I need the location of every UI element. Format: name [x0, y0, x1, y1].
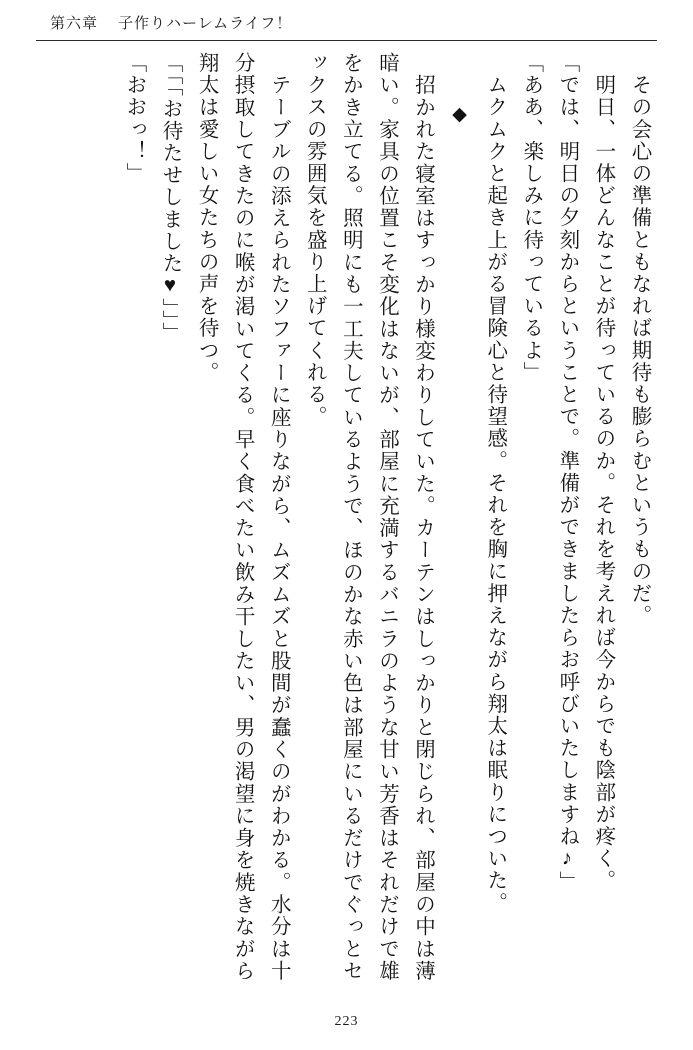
running-head — [50, 12, 643, 38]
paragraph: 明日、一体どんなことが待っているのか。それを考えれば今からでも陰部が疼く。 — [591, 52, 614, 892]
page-body — [36, 52, 657, 992]
scene-separator — [441, 52, 477, 982]
header-divider — [36, 40, 657, 41]
paragraph: 「「「お待たせしました♥」」」 — [158, 52, 181, 344]
paragraph: テーブルの添えられたソファーに座りながら、ムズムズと股間が蠢くのがわかる。水分は十分摂取してきたのに喉が渇いてくる。早く食べたい飲み干したい、男の渇望に身を焼きながら翔太は愛しい女たちの声を待つ。 — [195, 52, 290, 982]
paragraph: その会心の準備ともなれば期待も膨らむというものだ。 — [628, 52, 650, 627]
paragraph: 招かれた寝室はすっかり様変わりしていた。カーテンはしっかりと閉じられ、部屋の中は薄暗い。家具の位置こそ変化はないが、部屋に充満するバニラのような甘い芳香はそれだけで雄をかき立てる。照明にも一工夫しているようで、ほのかな赤い色は部屋にいるだけでぐっとセックスの雰囲気を盛り上げてくれる。 — [303, 52, 434, 982]
chapter-number: 第六章 — [50, 16, 99, 32]
vertical-text-column — [116, 52, 657, 982]
page-number: 223 — [334, 1014, 359, 1029]
paragraph: 「ああ、楽しみに待っているよ」 — [519, 52, 542, 384]
paragraph: 「おおっ！」 — [122, 52, 145, 185]
paragraph: ムクムクと起き上がる冒険心と待望感。それを胸に押えながら翔太は眠りについた。 — [483, 52, 506, 914]
paragraph: 「では、明日の夕刻からということで。準備ができましたらお呼びいたしますね♪」 — [555, 52, 578, 894]
diamond-icon: ◆ — [448, 103, 470, 127]
chapter-title: 子作りハーレムライフ！ — [118, 16, 293, 32]
